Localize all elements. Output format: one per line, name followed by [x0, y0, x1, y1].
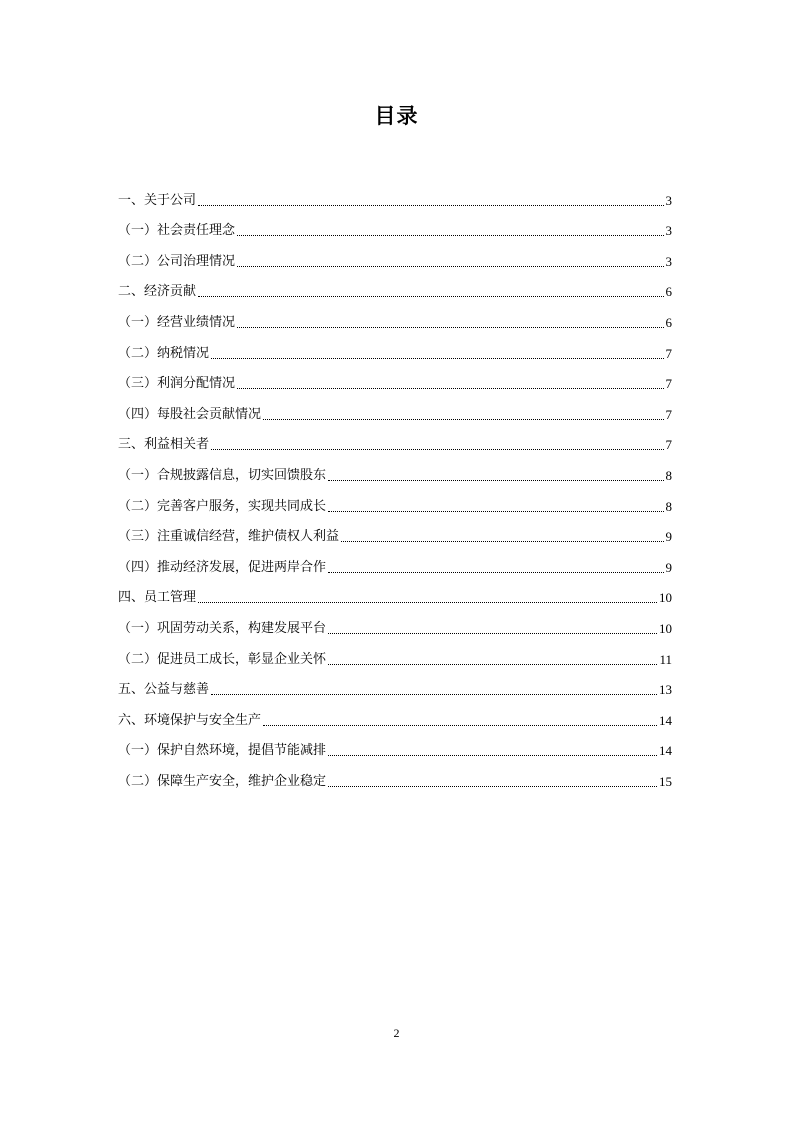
toc-entry-page: 7	[665, 406, 672, 422]
toc-entry[interactable]	[118, 394, 672, 425]
toc-entry[interactable]	[118, 211, 672, 242]
toc-entry-label: 一、关于公司	[118, 192, 197, 208]
toc-entry-label: （三）注重诚信经营，维护债权人利益	[118, 529, 340, 545]
toc-entry-page: 13	[659, 682, 672, 698]
toc-entry-label: （二）保障生产安全，维护企业稳定	[118, 773, 327, 789]
toc-entry[interactable]	[118, 364, 672, 395]
toc-entry-page: 6	[665, 284, 672, 300]
toc-entry[interactable]	[118, 578, 672, 609]
toc-entry-page: 14	[659, 712, 672, 728]
toc-entry-label: （一）保护自然环境，提倡节能减排	[118, 743, 327, 759]
page-number: 2	[393, 1026, 400, 1040]
toc-entry[interactable]	[118, 425, 672, 456]
dot-leader	[198, 296, 663, 297]
toc-entry[interactable]	[118, 608, 672, 639]
toc-entry-label: （一）经营业绩情况	[118, 314, 236, 330]
dot-leader	[211, 449, 663, 450]
table-of-contents	[118, 180, 672, 792]
dot-leader	[237, 235, 663, 236]
dot-leader	[328, 786, 657, 787]
page-title: 目录	[374, 104, 419, 128]
dot-leader	[237, 327, 663, 328]
toc-entry-label: （三）利润分配情况	[118, 376, 236, 392]
toc-entry-label: （二）纳税情况	[118, 345, 210, 361]
dot-leader	[211, 694, 657, 695]
toc-entry-label: 六、环境保护与安全生产	[118, 712, 262, 728]
toc-entry-page: 9	[665, 559, 672, 575]
dot-leader	[328, 511, 663, 512]
toc-entry[interactable]	[118, 761, 672, 792]
toc-entry[interactable]	[118, 517, 672, 548]
toc-entry-label: （一）社会责任理念	[118, 223, 236, 239]
dot-leader	[328, 480, 663, 481]
toc-entry-page: 3	[665, 253, 672, 269]
toc-entry-page: 11	[659, 651, 672, 667]
toc-entry[interactable]	[118, 700, 672, 731]
toc-entry-label: 五、公益与慈善	[118, 682, 210, 698]
dot-leader	[263, 419, 663, 420]
toc-entry-page: 10	[659, 620, 672, 636]
toc-entry-label: （四）每股社会贡献情况	[118, 406, 262, 422]
toc-entry[interactable]	[118, 272, 672, 303]
dot-leader	[328, 633, 657, 634]
toc-entry-page: 14	[659, 743, 672, 759]
toc-entry[interactable]	[118, 670, 672, 701]
toc-entry-page: 9	[665, 529, 672, 545]
toc-entry-page: 10	[659, 590, 672, 606]
toc-entry[interactable]	[118, 302, 672, 333]
toc-entry-page: 3	[665, 223, 672, 239]
dot-leader	[237, 266, 663, 267]
toc-entry[interactable]	[118, 486, 672, 517]
dot-leader	[237, 388, 663, 389]
toc-entry[interactable]	[118, 241, 672, 272]
dot-leader	[198, 602, 657, 603]
dot-leader	[328, 572, 663, 573]
toc-entry-page: 6	[665, 314, 672, 330]
toc-entry-label: （一）巩固劳动关系，构建发展平台	[118, 620, 327, 636]
toc-entry[interactable]	[118, 455, 672, 486]
toc-entry[interactable]	[118, 180, 672, 211]
toc-entry-label: （二）完善客户服务，实现共同成长	[118, 498, 327, 514]
toc-entry-label: （四）推动经济发展，促进两岸合作	[118, 559, 327, 575]
toc-entry-label: 二、经济贡献	[118, 284, 197, 300]
toc-entry-page: 7	[665, 345, 672, 361]
dot-leader	[328, 664, 657, 665]
dot-leader	[341, 541, 663, 542]
toc-entry-page: 8	[665, 467, 672, 483]
toc-entry-label: （二）公司治理情况	[118, 253, 236, 269]
toc-entry-label: （一）合规披露信息，切实回馈股东	[118, 467, 327, 483]
toc-entry-page: 7	[665, 376, 672, 392]
dot-leader	[198, 205, 663, 206]
toc-entry-label: 四、员工管理	[118, 590, 197, 606]
dot-leader	[263, 725, 657, 726]
toc-entry-page: 8	[665, 498, 672, 514]
toc-entry[interactable]	[118, 333, 672, 364]
toc-entry-label: 三、利益相关者	[118, 437, 210, 453]
toc-entry-page: 15	[659, 773, 672, 789]
toc-entry[interactable]	[118, 731, 672, 762]
dot-leader	[328, 755, 657, 756]
dot-leader	[211, 358, 663, 359]
toc-entry[interactable]	[118, 547, 672, 578]
toc-entry-page: 7	[665, 437, 672, 453]
toc-entry-page: 3	[665, 192, 672, 208]
toc-entry-label: （二）促进员工成长，彰显企业关怀	[118, 651, 327, 667]
toc-entry[interactable]	[118, 639, 672, 670]
